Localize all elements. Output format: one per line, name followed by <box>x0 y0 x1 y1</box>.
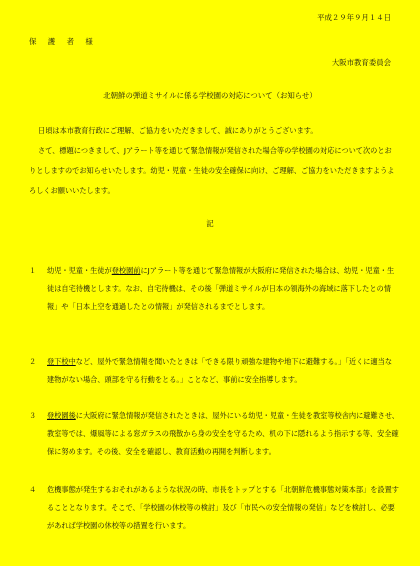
item-number: １ <box>29 266 37 275</box>
underlined-term: 登校園前 <box>111 266 141 275</box>
underlined-term: 登下校中 <box>47 357 76 366</box>
intro-paragraph-1: 日頃は本市教育行政にご理解、ご協力をいただきまして、誠にありがとうございます。 <box>38 126 318 135</box>
item-number: ２ <box>29 357 37 366</box>
ki-heading: 記 <box>206 219 214 228</box>
item-number: ４ <box>29 485 37 494</box>
intro-paragraph-2: さて、標題につきまして、Jアラート等を通じて緊急情報が発信された場合等の学校園の対応について次のとおりとしますのでお知らせいたします。幼児・児童・生徒の安全確保に向け、ご理解、ご協力をいただきますようよろしくお願いいたします。 <box>29 146 395 195</box>
sender: 大阪市教育委員会 <box>331 58 391 67</box>
underlined-term: 登校園後 <box>47 411 76 420</box>
document-title: 北朝鮮の弾道ミサイルに係る学校園の対応について（お知らせ） <box>103 91 317 100</box>
recipient: 保 護 者 様 <box>29 37 95 46</box>
item-text: 危機事態が発生するおそれがあるような状況の時、市長をトップとする「北朝鮮危機事態対策本部」を設置することとなります。そこで、「学校園の休校等の検討」及び「市民への安全情報の発信」などを検討し、必要があれば学校園の休校等の措置を行います。 <box>47 485 399 530</box>
item-text: 幼児・児童・生徒が登校園前にJアラート等を通じて緊急情報が大阪府に発信された場合は、幼児・児童・生徒は自宅待機とします。なお、自宅待機は、その後「弾道ミサイルが日本の領海外の海域に落下したとの情報」や「日本上空を通過したとの情報」が発信されるまでとします。 <box>47 266 395 311</box>
item-text: 登下校中など、屋外で緊急情報を聞いたときは「できる限り頑強な建物や地下に避難する。」「近くに適当な建物がない場合、頭部を守る行動をとる。」ことなど、事前に安全指導します。 <box>47 357 393 384</box>
document-date: 平成２９年９月１４日 <box>317 13 391 22</box>
item-number: ３ <box>29 411 37 420</box>
item-text: 登校園後に大阪府に緊急情報が発信されたときは、屋外にいる幼児・児童・生徒を教室等校舎内に避難させ、教室等では、爆風等による窓ガラスの飛散から身の安全を守るため、机の下に隠れるよう指示する等、安全確保に努めます。その後、安全を確認し、教育活動の再開を判断します。 <box>47 411 399 456</box>
